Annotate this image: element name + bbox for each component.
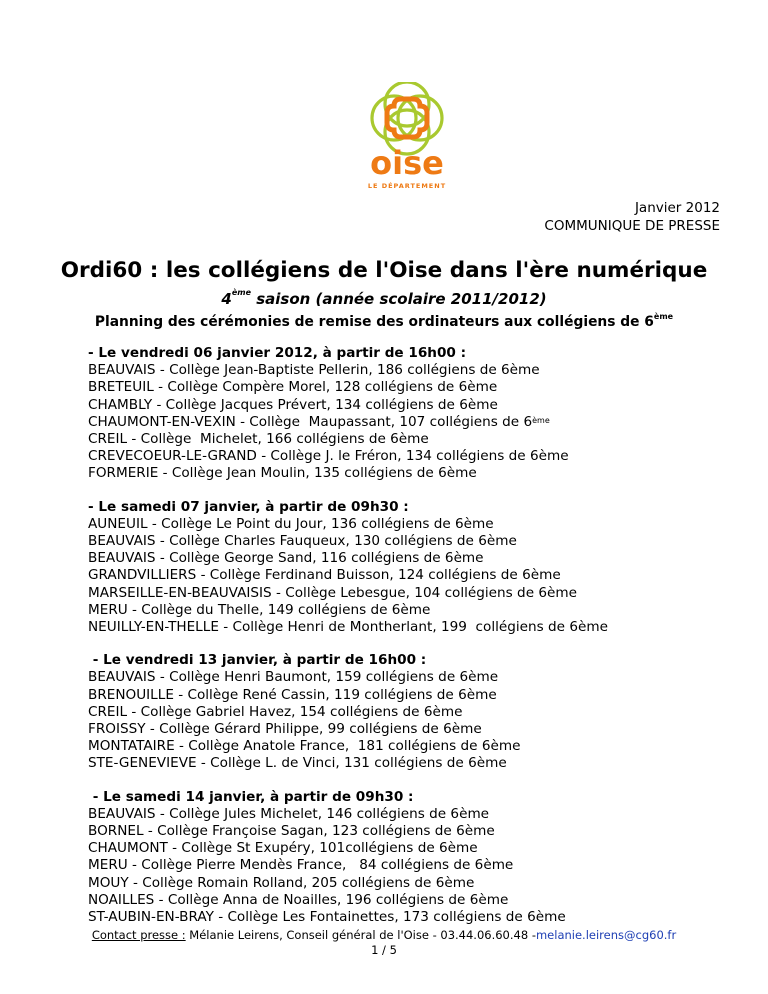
oise-logo xyxy=(354,82,460,196)
list-item: CHAUMONT - Collège St Exupéry, 101collégiens de 6ème xyxy=(88,840,478,857)
schedule-section xyxy=(88,345,728,483)
page-footer xyxy=(0,928,768,958)
list-item: MOUY - Collège Romain Rolland, 205 collégiens de 6ème xyxy=(88,874,475,891)
section-heading: - Le vendredi 13 janvier, à partir de 16h00 : xyxy=(88,652,427,669)
page-number: 1 / 5 xyxy=(371,943,397,957)
document-title: Ordi60 : les collégiens de l'Oise dans l'ère numérique xyxy=(60,258,708,283)
list-item xyxy=(88,414,728,431)
list-item: BEAUVAIS - Collège Henri Baumont, 159 collégiens de 6ème xyxy=(88,669,499,686)
list-item: MONTATAIRE - Collège Anatole France, 181 collégiens de 6ème xyxy=(88,738,521,755)
release-type: COMMUNIQUE DE PRESSE xyxy=(544,218,720,234)
press-contact xyxy=(0,928,768,943)
contact-label: Contact presse : xyxy=(91,928,186,942)
list-item: BEAUVAIS - Collège Jules Michelet, 146 collégiens de 6ème xyxy=(88,805,490,822)
list-item: BORNEL - Collège Françoise Sagan, 123 collégiens de 6ème xyxy=(88,823,495,840)
section-heading: - Le samedi 07 janvier, à partir de 09h30 : xyxy=(88,498,409,515)
oise-emblem-icon xyxy=(354,82,460,196)
subtitle-ordinal-sup: ème xyxy=(231,288,251,297)
list-item: ST-AUBIN-EN-BRAY - Collège Les Fontainettes, 173 collégiens de 6ème xyxy=(88,909,566,926)
contact-email-link[interactable]: melanie.leirens@cg60.fr xyxy=(535,928,677,942)
contact-text: Mélanie Leirens, Conseil général de l'Oise - 03.44.06.60.48 - xyxy=(185,928,536,942)
list-item: NEUILLY-EN-THELLE - Collège Henri de Montherlant, 199 collégiens de 6ème xyxy=(88,619,608,636)
list-item: GRANDVILLIERS - Collège Ferdinand Buisson, 124 collégiens de 6ème xyxy=(88,567,561,584)
schedule-section xyxy=(88,652,728,772)
list-item: MERU - Collège du Thelle, 149 collégiens de 6ème xyxy=(88,601,431,618)
planning-sup: ème xyxy=(653,312,674,321)
list-item: BRETEUIL - Collège Compère Morel, 128 collégiens de 6ème xyxy=(88,379,498,396)
subtitle-rest: saison (année scolaire 2011/2012) xyxy=(251,290,547,308)
list-item: BEAUVAIS - Collège Charles Fauqueux, 130 collégiens de 6ème xyxy=(88,533,517,550)
list-item: CHAMBLY - Collège Jacques Prévert, 134 collégiens de 6ème xyxy=(88,396,498,413)
list-item-sup: ème xyxy=(532,415,550,425)
list-item: MERU - Collège Pierre Mendès France, 84 collégiens de 6ème xyxy=(88,857,514,874)
list-item: FROISSY - Collège Gérard Philippe, 99 collégiens de 6ème xyxy=(88,721,482,738)
list-item: BEAUVAIS - Collège Jean-Baptiste Pellerin, 186 collégiens de 6ème xyxy=(88,362,540,379)
planning-heading xyxy=(0,314,768,330)
list-item: AUNEUIL - Collège Le Point du Jour, 136 collégiens de 6ème xyxy=(88,515,494,532)
list-item: CREIL - Collège Michelet, 166 collégiens de 6ème xyxy=(88,431,429,448)
list-item: NOAILLES - Collège Anna de Noailles, 196 collégiens de 6ème xyxy=(88,891,509,908)
list-item: CREVECOEUR-LE-GRAND - Collège J. le Fréron, 134 collégiens de 6ème xyxy=(88,448,569,465)
planning-text: Planning des cérémonies de remise des ordinateurs aux collégiens de 6 xyxy=(94,314,654,330)
document-subtitle xyxy=(0,290,768,308)
subtitle-ordinal: 4 xyxy=(221,290,232,308)
list-item: FORMERIE - Collège Jean Moulin, 135 collégiens de 6ème xyxy=(88,465,477,482)
list-item: BRENOUILLE - Collège René Cassin, 119 collégiens de 6ème xyxy=(88,686,497,703)
list-item-text: CHAUMONT-EN-VEXIN - Collège Maupassant, 107 collégiens de 6 xyxy=(88,413,533,430)
section-heading: - Le vendredi 06 janvier 2012, à partir de 16h00 : xyxy=(88,345,467,361)
list-item: BEAUVAIS - Collège George Sand, 116 collégiens de 6ème xyxy=(88,550,484,567)
schedule-section xyxy=(88,499,728,637)
list-item: STE-GENEVIEVE - Collège L. de Vinci, 131 collégiens de 6ème xyxy=(88,755,507,772)
ceremony-schedule xyxy=(88,345,728,942)
section-heading: - Le samedi 14 janvier, à partir de 09h30 : xyxy=(88,788,414,805)
logo-wordmark: oise xyxy=(370,144,444,182)
logo-tagline: LE DÉPARTEMENT xyxy=(367,182,447,190)
list-item: CREIL - Collège Gabriel Havez, 154 collégiens de 6ème xyxy=(88,703,463,720)
release-date: Janvier 2012 xyxy=(634,200,720,216)
schedule-section xyxy=(88,789,728,927)
press-header xyxy=(544,199,720,235)
list-item: MARSEILLE-EN-BEAUVAISIS - Collège Lebesgue, 104 collégiens de 6ème xyxy=(88,584,577,601)
